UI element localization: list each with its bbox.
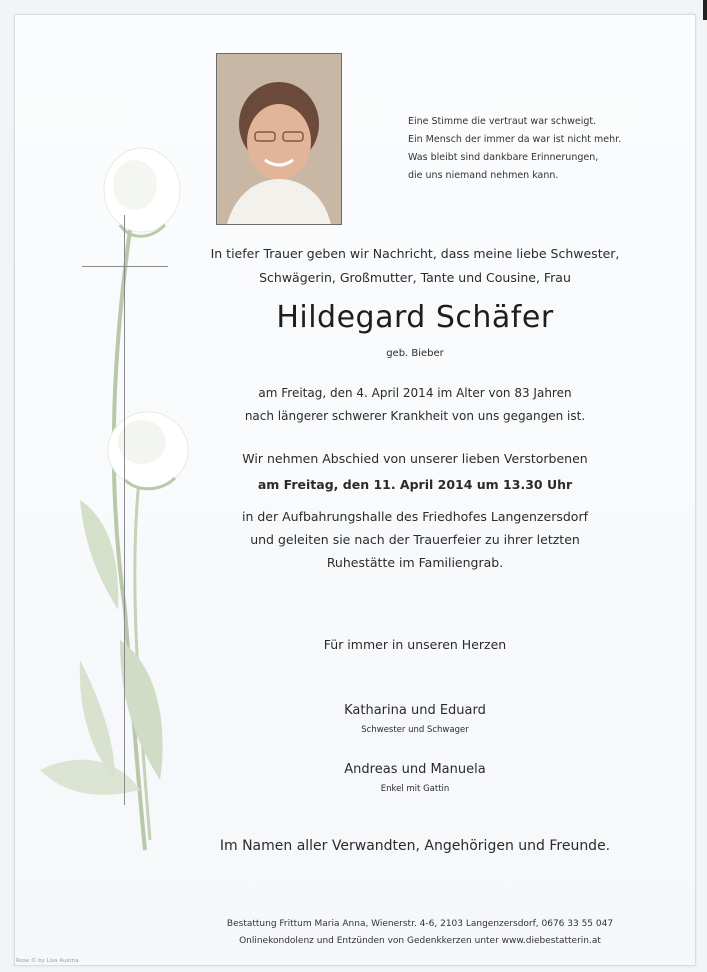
motto: Für immer in unseren Herzen	[323, 637, 507, 652]
poem	[408, 113, 638, 185]
poem-line: Ein Mensch der immer da war ist nicht mehr.	[408, 134, 622, 145]
closing-line: Im Namen aller Verwandten, Angehörigen und Freunde.	[219, 838, 611, 854]
relative-names: Andreas und Manuela	[344, 762, 486, 777]
deceased-name: Hildegard Schäfer	[276, 300, 554, 335]
intro-line: In tiefer Trauer geben wir Nachricht, dass meine liebe Schwester,	[210, 246, 620, 261]
cross-horizontal	[82, 266, 168, 267]
funeral-home-footer	[150, 916, 690, 950]
farewell-text: Wir nehmen Abschied von unserer lieben Verstorbenen	[242, 451, 588, 466]
announcement-intro	[190, 242, 640, 290]
funeral-place	[190, 505, 640, 574]
death-line: nach längerer schwerer Krankheit von uns gegangen ist.	[244, 409, 586, 423]
poem-line: Eine Stimme die vertraut war schweigt.	[408, 116, 597, 127]
relative-relation: Schwester und Schwager	[361, 725, 469, 735]
death-notice	[190, 382, 640, 428]
place-line: und geleiten sie nach der Trauerfeier zu ihrer letzten	[250, 532, 580, 547]
poem-line: die uns niemand nehmen kann.	[408, 170, 559, 181]
death-line: am Freitag, den 4. April 2014 im Alter von 83 Jahren	[258, 386, 572, 400]
relative-relation: Enkel mit Gattin	[380, 784, 450, 794]
birth-name: geb. Bieber	[386, 348, 444, 359]
relative-names: Katharina und Eduard	[344, 703, 486, 718]
intro-line: Schwägerin, Großmutter, Tante und Cousine, Frau	[259, 270, 571, 285]
rose-decoration	[20, 140, 210, 860]
funeral-date: am Freitag, den 11. April 2014 um 13.30 Uhr	[257, 477, 573, 492]
cross-vertical	[124, 215, 125, 805]
poem-line: Was bleibt sind dankbare Erinnerungen,	[408, 152, 599, 163]
page-edge	[703, 0, 707, 20]
portrait-photo	[216, 53, 342, 225]
place-line: Ruhestätte im Familiengrab.	[326, 555, 504, 570]
footer-website: Onlinekondolenz und Entzünden von Gedenkkerzen unter www.diebestatterin.at	[239, 936, 601, 946]
image-credit: Rose © by Lisa Austria	[16, 958, 79, 964]
footer-address: Bestattung Frittum Maria Anna, Wienerstr. 4-6, 2103 Langenzersdorf, 0676 33 55 047	[226, 919, 614, 929]
place-line: in der Aufbahrungshalle des Friedhofes Langenzersdorf	[241, 509, 588, 524]
